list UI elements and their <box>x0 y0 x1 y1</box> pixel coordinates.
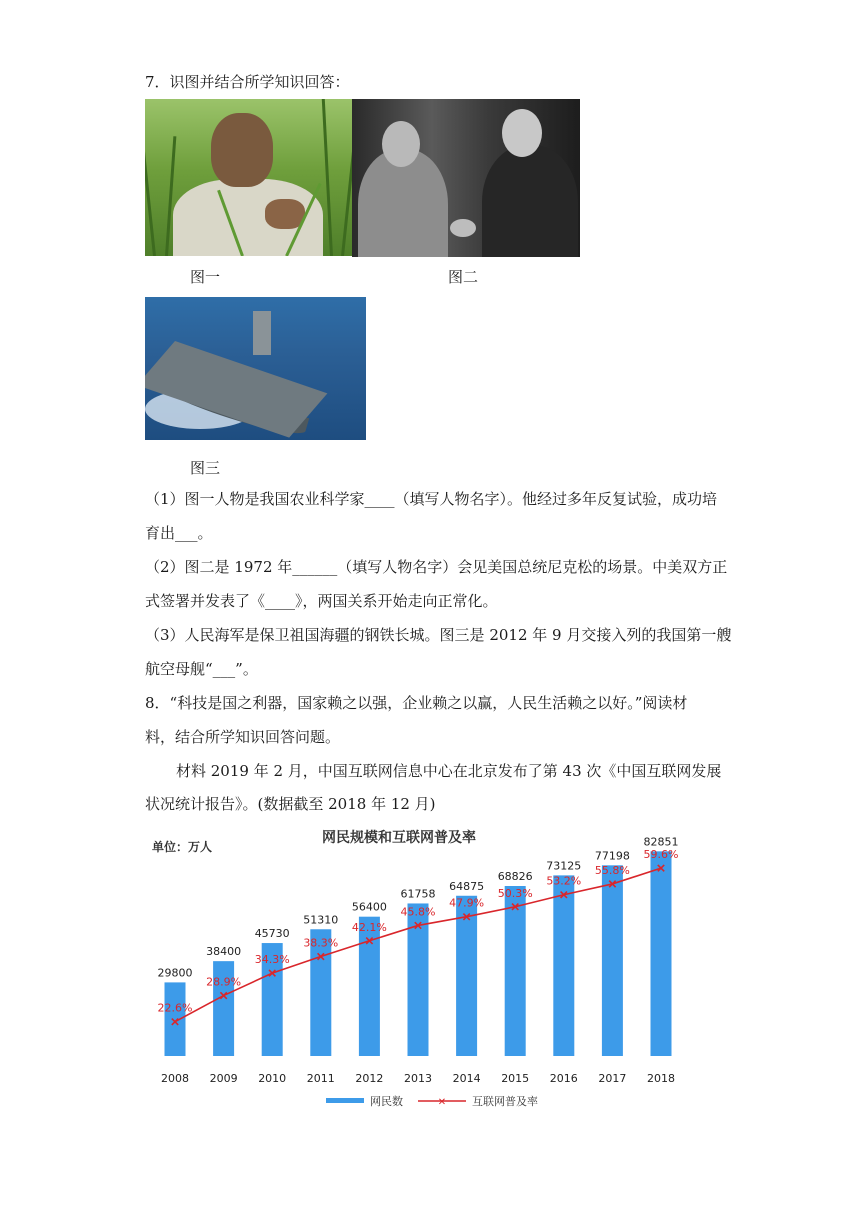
bar-2012 <box>359 917 380 1056</box>
q7-part1-line1: （1）图一人物是我国农业科学家____（填写人物名字）。他经过多年反复试验，成功培 <box>145 490 718 508</box>
netizen-chart <box>128 818 714 1120</box>
bar-2018 <box>651 851 672 1056</box>
bar-value-label-2015: 68826 <box>497 869 533 883</box>
x-tick-label-2008: 2008 <box>161 1072 189 1085</box>
x-tick-label-2010: 2010 <box>258 1072 287 1085</box>
bar-2016 <box>553 875 574 1056</box>
legend-bar-swatch <box>326 1098 364 1103</box>
x-tick-label-2018: 2018 <box>647 1072 675 1085</box>
bar-value-label-2016: 73125 <box>546 859 582 873</box>
rate-label-2017: 55.8% <box>594 863 630 877</box>
q7-part2-line2: 式签署并发表了《____》，两国关系开始走向正常化。 <box>145 592 498 610</box>
bar-value-label-2012: 56400 <box>351 900 387 914</box>
q7-part3-line2: 航空母舰“___”。 <box>145 660 258 678</box>
bar-value-label-2014: 64875 <box>449 879 485 893</box>
rate-label-2009: 28.9% <box>206 975 242 989</box>
rate-label-2018: 59.6% <box>643 848 679 862</box>
bar-value-label-2018: 82851 <box>643 835 679 849</box>
x-tick-label-2009: 2009 <box>209 1072 238 1085</box>
rate-label-2016: 53.2% <box>546 874 582 888</box>
x-tick-label-2012: 2012 <box>355 1072 384 1085</box>
bar-value-label-2013: 61758 <box>400 887 436 901</box>
legend-bar-label: 网民数 <box>370 1095 403 1108</box>
bar-2014 <box>456 896 477 1056</box>
bar-2017 <box>602 865 623 1056</box>
bar-value-label-2009: 38400 <box>206 945 242 959</box>
rate-label-2010: 34.3% <box>254 953 290 967</box>
material-line1: 材料 2019 年 2 月，中国互联网信息中心在北京发布了第 43 次《中国互联网发展 <box>176 762 722 780</box>
bar-2008 <box>165 982 186 1056</box>
aircraft-carrier-photo <box>145 297 366 440</box>
legend-line-label: 互联网普及率 <box>472 1095 538 1108</box>
rice-scientist-photo <box>145 99 352 256</box>
q7-part2-line1: （2）图二是 1972 年______（填写人物名字）会见美国总统尼克松的场景。中美双方正 <box>145 558 728 576</box>
question-7-title: 7．识图并结合所学知识回答： <box>145 73 350 91</box>
q7-part1-line2: 育出___。 <box>145 524 213 542</box>
q7-part3-line1: （3）人民海军是保卫祖国海疆的钢铁长城。图三是 2012 年 9 月交接入列的我国第一艘 <box>145 626 732 644</box>
question-8-line2: 料，结合所学知识回答问题。 <box>145 728 341 746</box>
bar-2015 <box>505 886 526 1056</box>
handshake-photo <box>352 99 580 257</box>
unit-label: 单位：万人 <box>152 840 213 854</box>
x-tick-label-2013: 2013 <box>404 1072 432 1085</box>
x-tick-label-2015: 2015 <box>501 1072 530 1085</box>
x-tick-label-2011: 2011 <box>306 1072 335 1085</box>
material-line2: 状况统计报告》。(数据截至 2018 年 12 月) <box>145 795 436 813</box>
bar-value-label-2008: 29800 <box>157 966 193 980</box>
rate-label-2013: 45.8% <box>400 905 436 919</box>
rate-label-2012: 42.1% <box>351 920 387 934</box>
x-tick-label-2016: 2016 <box>549 1072 578 1085</box>
figure-2-caption: 图二 <box>448 268 479 286</box>
figure-3-caption: 图三 <box>190 459 221 477</box>
bar-value-label-2011: 51310 <box>303 913 339 927</box>
legend-line-marker: ✕ <box>437 1097 447 1108</box>
x-tick-label-2017: 2017 <box>598 1072 627 1085</box>
rate-label-2015: 50.3% <box>497 886 533 900</box>
rate-label-2011: 38.3% <box>303 936 339 950</box>
figure-1-caption: 图一 <box>190 268 221 286</box>
netizen-chart-svg <box>128 818 714 1120</box>
rate-label-2014: 47.9% <box>449 896 485 910</box>
x-tick-label-2014: 2014 <box>452 1072 481 1085</box>
question-8-line1: 8．“科技是国之利器，国家赖之以强，企业赖之以赢，人民生活赖之以好。”阅读材 <box>145 694 688 712</box>
bar-value-label-2010: 45730 <box>254 927 290 941</box>
rate-label-2008: 22.6% <box>157 1001 193 1015</box>
bar-value-label-2017: 77198 <box>594 849 630 863</box>
chart-title: 网民规模和互联网普及率 <box>322 830 476 846</box>
